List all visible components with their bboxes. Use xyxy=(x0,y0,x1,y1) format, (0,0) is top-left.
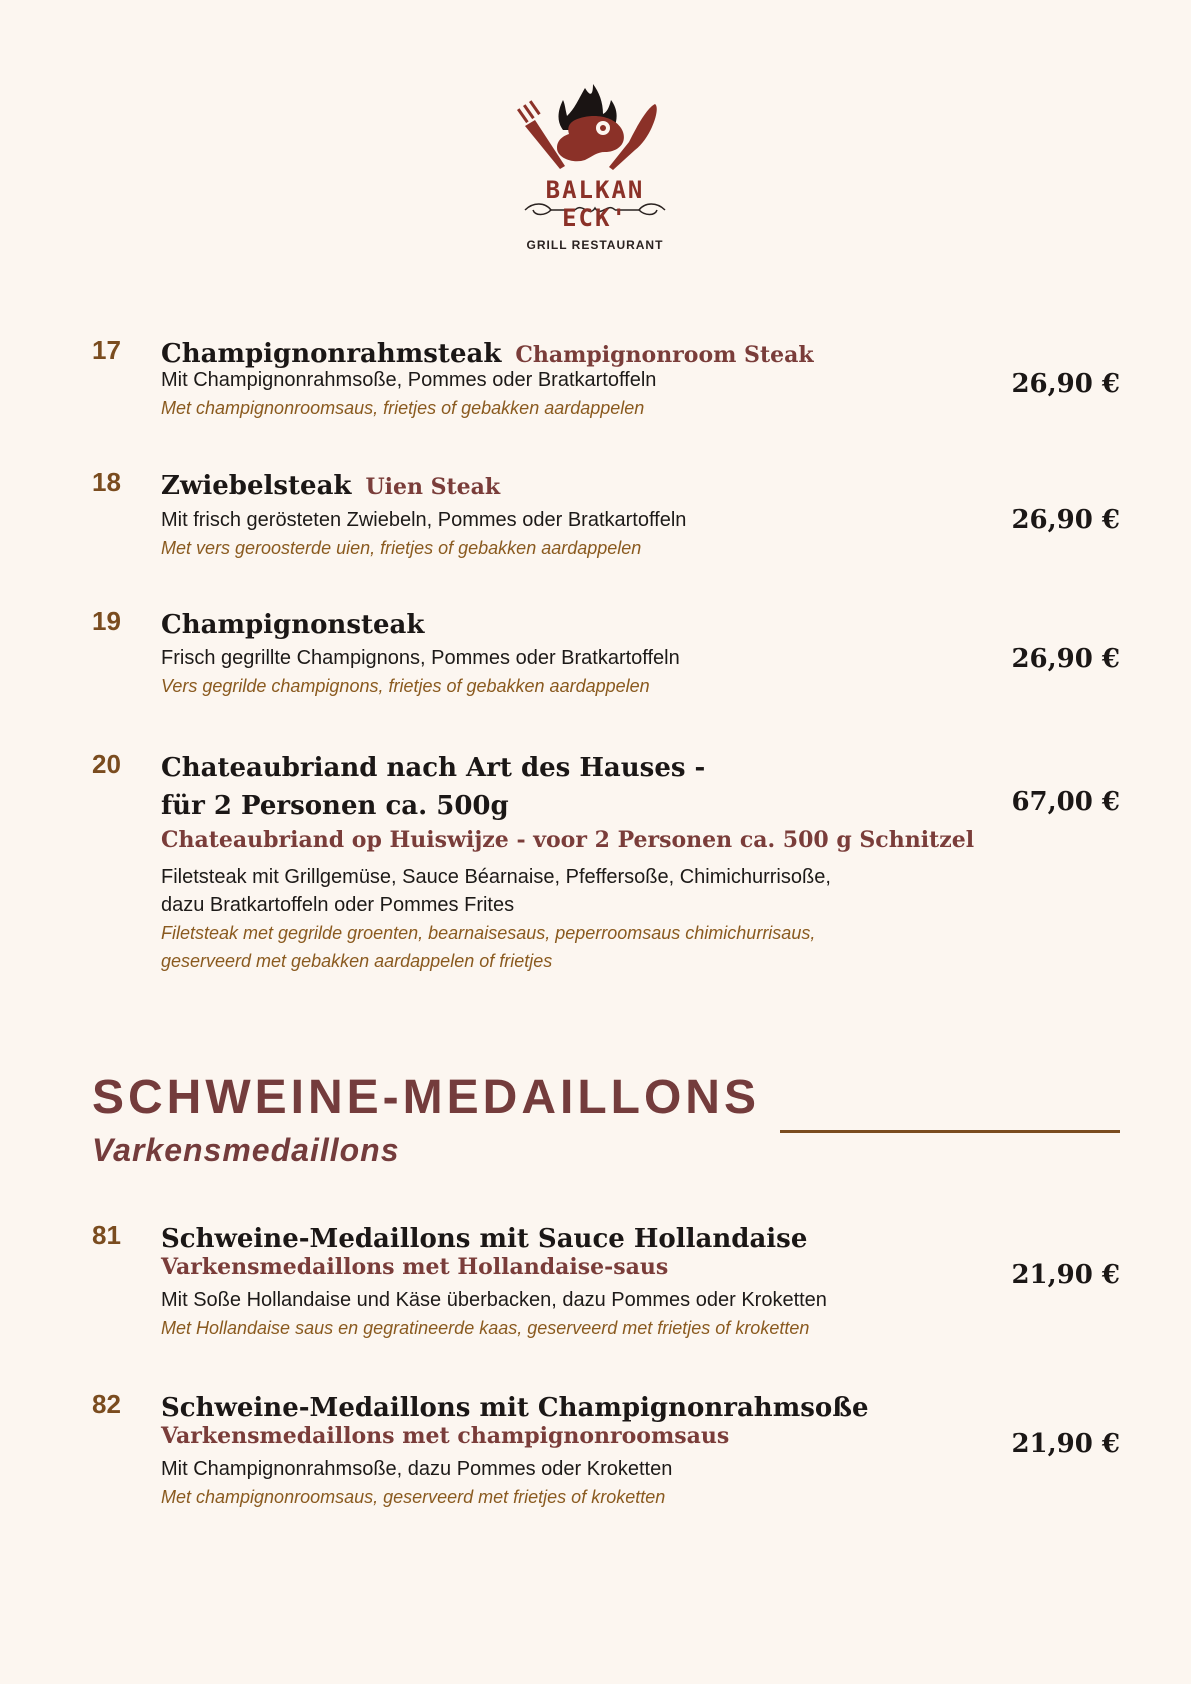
item-number: 18 xyxy=(92,467,121,497)
item-title xyxy=(161,749,981,975)
item-alt-name: Varkensmedaillons met Hollandaise-saus xyxy=(161,1254,669,1280)
item-title xyxy=(161,467,981,562)
brand-name: BALKAN ECK' xyxy=(545,176,645,232)
item-description: Mit Champignonrahmsoße, Pommes oder Bratkartoffeln xyxy=(161,369,657,391)
item-name: Schweine-Medaillons mit Champignonrahmsoße xyxy=(161,1393,869,1423)
item-number: 20 xyxy=(92,749,121,779)
item-price: 67,00 € xyxy=(1011,787,1120,817)
item-number: 19 xyxy=(92,606,121,636)
item-name: Champignonsteak xyxy=(161,610,425,640)
brand-subtitle: GRILL RESTAURANT xyxy=(526,238,664,252)
item-price: 26,90 € xyxy=(1011,369,1120,399)
item-name-line1: Chateaubriand nach Art des Hauses - xyxy=(161,753,706,783)
section-divider xyxy=(780,1130,1120,1133)
item-description: Mit Champignonrahmsoße, dazu Pommes oder Kroketten xyxy=(161,1458,673,1480)
item-description: Frisch gegrillte Champignons, Pommes oder Bratkartoffeln xyxy=(161,647,680,669)
item-description: Mit frisch gerösteten Zwiebeln, Pommes oder Bratkartoffeln xyxy=(161,509,687,531)
item-name-line2: für 2 Personen ca. 500g xyxy=(161,791,509,821)
item-title xyxy=(161,1220,981,1342)
item-title xyxy=(161,1389,981,1511)
item-price: 21,90 € xyxy=(1011,1429,1120,1459)
item-name: Champignonrahmsteak xyxy=(161,339,502,369)
restaurant-logo xyxy=(505,78,685,258)
item-number: 81 xyxy=(92,1220,121,1250)
item-alt-name: Uien Steak xyxy=(365,474,501,500)
item-alt-name: Chateaubriand op Huiswijze - voor 2 Personen ca. 500 g Schnitzel xyxy=(161,827,975,853)
item-name: Zwiebelsteak xyxy=(161,471,352,501)
item-alt-name: Champignonroom Steak xyxy=(515,342,814,368)
item-number: 82 xyxy=(92,1389,121,1419)
section-subtitle: Varkensmedaillons xyxy=(92,1132,400,1168)
item-translation: Met champignonroomsaus, frietjes of gebakken aardappelen xyxy=(161,398,645,418)
item-alt-name: Varkensmedaillons met champignonroomsaus xyxy=(161,1423,730,1449)
item-translation: Met champignonroomsaus, geserveerd met frietjes of kroketten xyxy=(161,1487,666,1507)
item-translation-line1: Filetsteak met gegrilde groenten, bearnaisesaus, peperroomsaus chimichurrisaus, xyxy=(161,923,816,943)
item-price: 26,90 € xyxy=(1011,505,1120,535)
item-translation: Vers gegrilde champignons, frietjes of gebakken aardappelen xyxy=(161,676,650,696)
item-price: 26,90 € xyxy=(1011,644,1120,674)
item-description: Mit Soße Hollandaise und Käse überbacken, dazu Pommes oder Kroketten xyxy=(161,1289,827,1311)
item-translation: Met vers geroosterde uien, frietjes of gebakken aardappelen xyxy=(161,538,642,558)
item-description-line2: dazu Bratkartoffeln oder Pommes Frites xyxy=(161,894,515,916)
item-translation: Met Hollandaise saus en gegratineerde kaas, geserveerd met frietjes of kroketten xyxy=(161,1318,810,1338)
item-title xyxy=(161,335,981,422)
item-number: 17 xyxy=(92,335,121,365)
item-price: 21,90 € xyxy=(1011,1260,1120,1290)
item-title xyxy=(161,606,981,700)
item-translation-line2: geserveerd met gebakken aardappelen of frietjes xyxy=(161,951,553,971)
item-description-line1: Filetsteak mit Grillgemüse, Sauce Béarnaise, Pfeffersoße, Chimichurrisoße, xyxy=(161,866,831,888)
item-name: Schweine-Medaillons mit Sauce Hollandaise xyxy=(161,1224,808,1254)
section-title: SCHWEINE-MEDAILLONS xyxy=(92,1071,760,1124)
